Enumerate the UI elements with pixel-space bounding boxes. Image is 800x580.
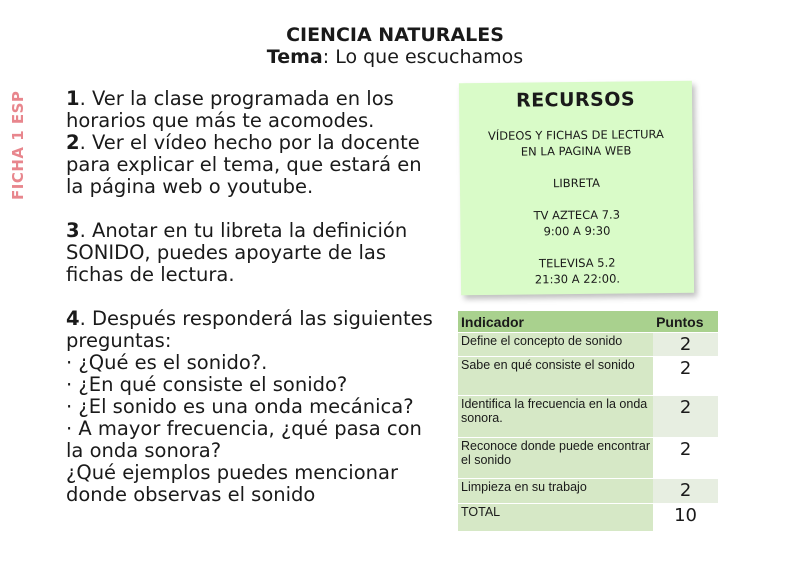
table-row [458, 479, 718, 504]
page-title: CIENCIA NATURALES [286, 24, 504, 46]
question-4: · A mayor frecuencia, ¿qué pasa con la onda sonora? [66, 417, 422, 462]
question-2: · ¿En qué consiste el sonido? [66, 373, 348, 396]
resource-notebook [460, 174, 693, 192]
instruction-3-number: 3 [66, 219, 80, 242]
rubric-points: 2 [653, 333, 718, 357]
instruction-4-number: 4 [66, 307, 80, 330]
instruction-2 [66, 132, 438, 198]
question-1: · ¿Qué es el sonido?. [66, 351, 268, 374]
rubric-indicator: Define el concepto de sonido [458, 333, 653, 357]
subtitle-value: : Lo que escuchamos [322, 46, 524, 68]
rubric-indicator: Limpieza en su trabajo [458, 479, 653, 504]
instruction-1 [66, 88, 438, 132]
rubric-indicator: Identifica la frecuencia en la onda sonora. [458, 396, 653, 438]
instruction-2-number: 2 [66, 131, 80, 154]
instruction-1-text: . Ver la clase programada en los horarios que más te acomodes. [66, 87, 394, 132]
resource-notebook-line-1: LIBRETA [552, 175, 600, 191]
resource-televisa [461, 254, 694, 288]
rubric-points: 2 [653, 438, 718, 479]
side-label: FICHA 1 ESP [9, 90, 27, 200]
instruction-3-text: . Anotar en tu libreta la definición SONIDO, puedes apoyarte de las fichas de lectura. [66, 219, 408, 286]
resource-tv-azteca-channel: TV AZTECA 7.3 [533, 207, 621, 223]
table-row [458, 438, 718, 479]
rubric-table [458, 311, 718, 532]
resource-web-line-2: EN LA PAGINA WEB [520, 143, 632, 159]
resource-web [459, 126, 692, 160]
instruction-1-number: 1 [66, 87, 80, 110]
instruction-2-text: . Ver el vídeo hecho por la docente para explicar el tema, que estará en la página web o youtube. [66, 131, 422, 198]
question-5: ¿Qué ejemplos puedes mencionar donde observas el sonido [66, 461, 398, 506]
instruction-3 [66, 220, 438, 286]
rubric-total-label: TOTAL [458, 504, 653, 532]
resources-note [459, 81, 694, 295]
instruction-4-text: . Después responderá las siguientes preguntas: [66, 307, 433, 352]
rubric-indicator: Reconoce donde puede encontrar el sonido [458, 438, 653, 479]
resource-televisa-time: 21:30 A 22:00. [534, 271, 621, 287]
table-row [458, 357, 718, 396]
rubric-total-points: 10 [653, 504, 718, 532]
table-row [458, 333, 718, 357]
instructions [66, 88, 438, 506]
table-row [458, 396, 718, 438]
resource-tv-azteca-time: 9:00 A 9:30 [543, 223, 611, 239]
resource-tv-azteca [460, 206, 693, 240]
resource-web-line-1: VÍDEOS Y FICHAS DE LECTURA [487, 127, 664, 143]
table-row [458, 504, 718, 532]
rubric-indicator: Sabe en qué consiste el sonido [458, 357, 653, 396]
rubric-header-indicator: Indicador [458, 311, 653, 333]
resource-televisa-channel: TELEVISA 5.2 [538, 255, 616, 271]
resources-title: RECURSOS [515, 88, 636, 112]
rubric-header-row [458, 311, 718, 333]
subtitle-label: Tema [266, 46, 323, 68]
page-subtitle [0, 46, 790, 68]
rubric-points: 2 [653, 357, 718, 396]
question-3: · ¿El sonido es una onda mecánica? [66, 395, 414, 418]
rubric-points: 2 [653, 479, 718, 504]
instruction-4 [66, 308, 438, 352]
rubric-header-points: Puntos [653, 311, 718, 333]
rubric-points: 2 [653, 396, 718, 438]
